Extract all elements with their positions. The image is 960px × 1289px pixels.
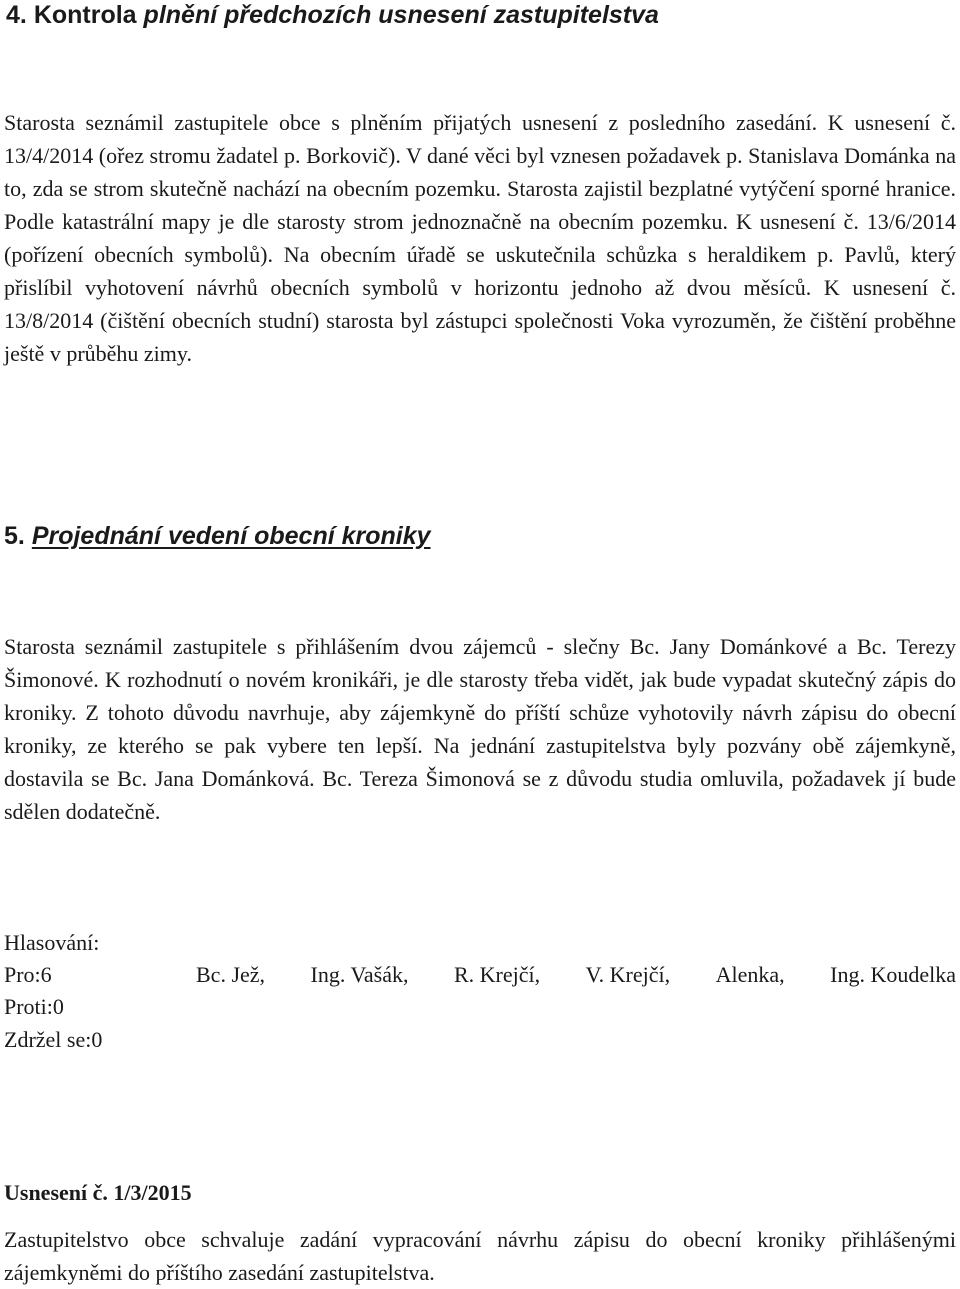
voter-name: Alenka, xyxy=(715,962,785,987)
resolution-text: Zastupitelstvo obce schvaluje zadání vypracování návrhu zápisu do obecní kroniky přihlášenými zájemkyněmi do příštího zasedání zastupitelstva. xyxy=(4,1227,956,1285)
voters-list xyxy=(196,958,956,991)
resolution-heading: Usnesení č. 1/3/2015 xyxy=(4,1180,192,1205)
voting-proti: Proti:0 xyxy=(4,994,64,1019)
section-5-number: 5. xyxy=(4,522,25,550)
voting-zdrzel: Zdržel se:0 xyxy=(4,1027,103,1052)
voter-name: V. Krejčí, xyxy=(585,962,671,987)
section-4-number: 4. xyxy=(6,1,27,29)
voting-pro: Pro:6 xyxy=(4,962,52,987)
voter-name: R. Krejčí, xyxy=(453,962,541,987)
section-5-paragraph: Starosta seznámil zastupitele s přihlášením dvou zájemců - slečny Bc. Jany Dománkové a Bc. Terezy Šimonové. K rozhodnutí o novém kronikáři, je dle starosty třeba vidět, jak bude vypadat skutečný zápis do kroniky. Z tohoto důvodu navrhuje, aby zájemkyně do příští schůze vyhotovily návrh zápisu do obecní kroniky, ze kterého se pak vybere ten lepší. Na jednání zastupitelstva byly pozvány obě zájemkyně, dostavila se Bc. Jana Dománková. Bc. Tereza Šimonová se z důvodu studia omluvila, požadavek jí bude sdělen dodatečně. xyxy=(4,634,956,824)
section-5-heading xyxy=(4,520,431,552)
section-4-title-prefix: Kontrola xyxy=(33,1,137,29)
voter-name: Ing. Vašák, xyxy=(310,962,409,987)
section-5-title: Projednání vedení obecní kroniky xyxy=(31,522,431,550)
section-4-heading xyxy=(6,0,659,30)
voting-heading: Hlasování: xyxy=(4,930,100,955)
voter-name: Bc. Jež, xyxy=(196,962,266,987)
voter-name: Ing. Koudelka xyxy=(830,962,956,987)
section-4-title-italic: plnění předchozích usnesení zastupitelstva xyxy=(143,1,659,29)
section-4-paragraph: Starosta seznámil zastupitele obce s plněním přijatých usnesení z posledního zasedání. K usnesení č. 13/4/2014 (ořez stromu žadatel p. Borkovič). V dané věci byl vznesen požadavek p. Stanislava Dománka na to, zda se strom skutečně nachází na obecním pozemku. Starosta zajistil bezplatné vytýčení sporné hranice. Podle katastrální mapy je dle starosty strom jednoznačně na obecním pozemku. K usnesení č. 13/6/2014 (pořízení obecních symbolů). Na obecním úřadě se uskutečnila schůzka s heraldikem p. Pavlů, který přislíbil vyhotovení návrhů obecních symbolů v horizontu jednoho až dvou měsíců. K usnesení č. 13/8/2014 (čištění obecních studní) starosta byl zástupci společnosti Voka vyrozuměn, že čištění proběhne ještě v průběhu zimy. xyxy=(4,110,956,366)
